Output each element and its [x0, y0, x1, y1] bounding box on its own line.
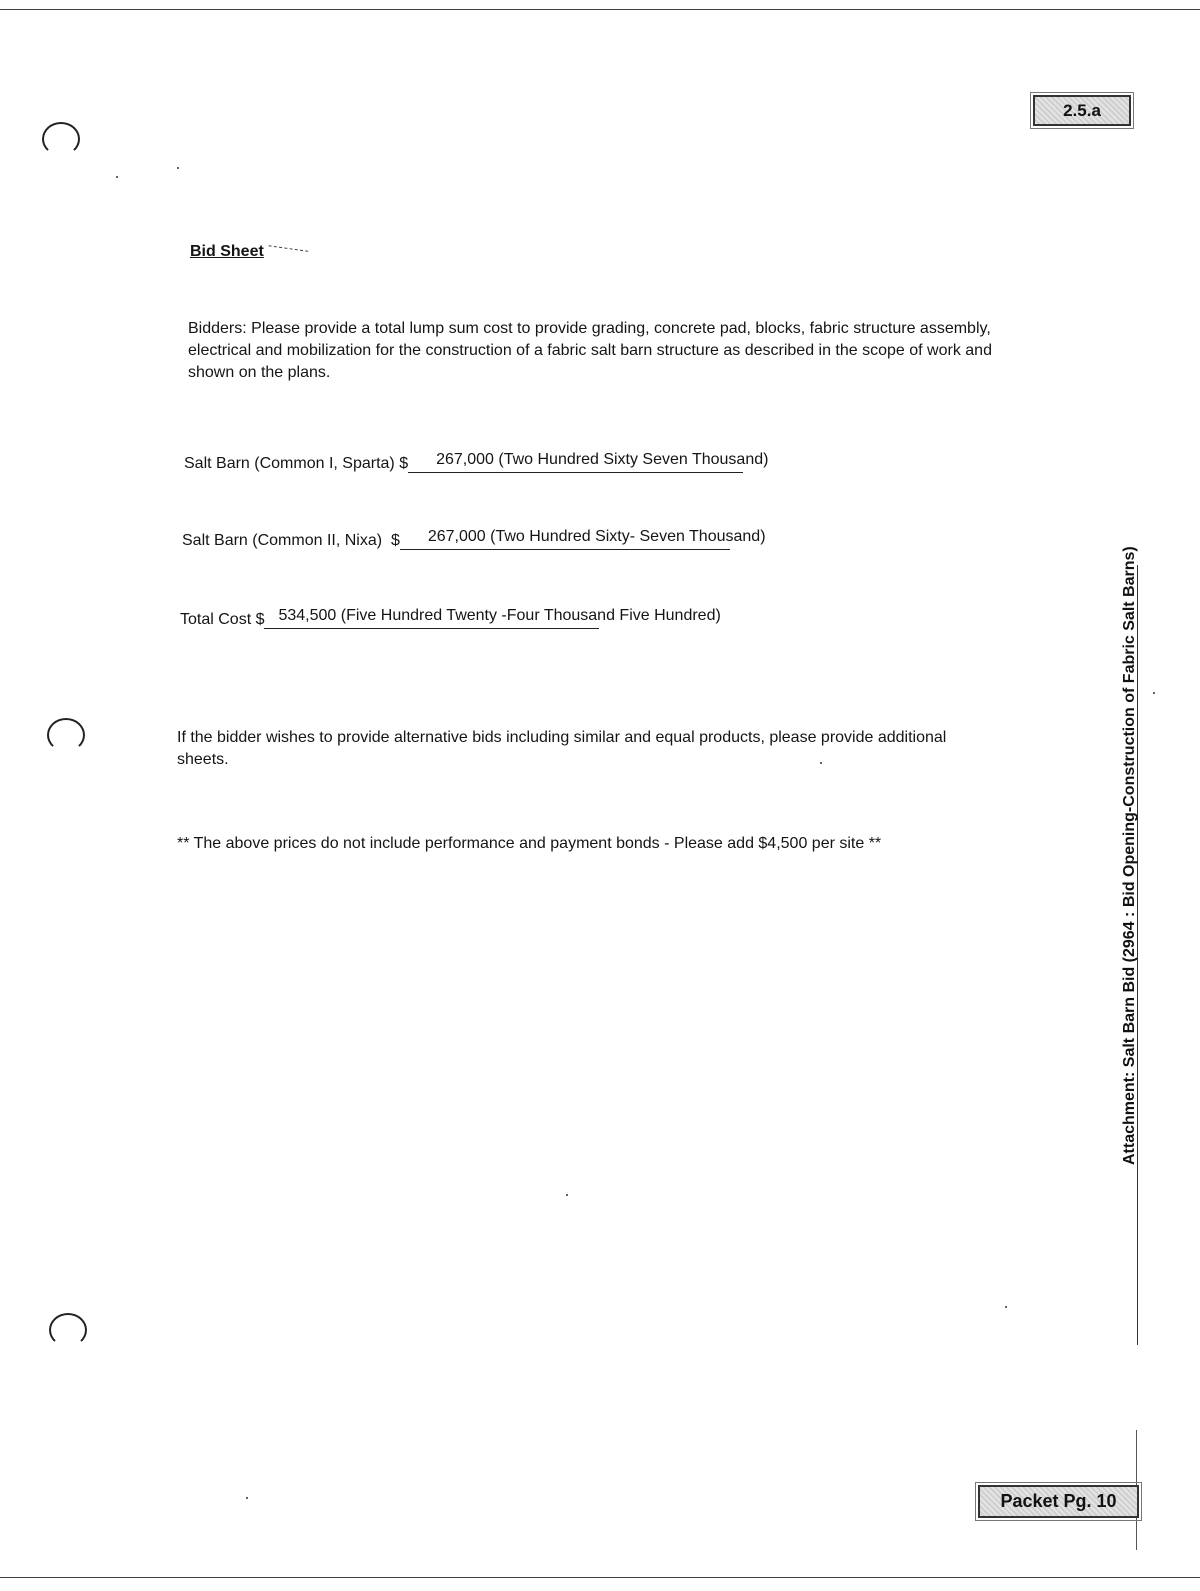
punch-hole-middle [47, 718, 85, 752]
punch-hole-bottom [49, 1313, 87, 1347]
attachment-side-label: Attachment: Salt Barn Bid (2964 : Bid Opening-Construction of Fabric Salt Barns) [1121, 546, 1138, 1165]
bid-line-value: 534,500 (Five Hundred Twenty -Four Thousand Five Hundred) [278, 607, 721, 624]
top-scan-border [0, 9, 1200, 10]
bid-line-fill [400, 527, 766, 550]
bid-line-label: Salt Barn (Common I, Sparta) $ [184, 455, 409, 472]
bid-line-total [180, 606, 721, 629]
scan-speck [566, 1194, 568, 1196]
heading-stray-mark [268, 245, 309, 257]
scan-speck [116, 176, 118, 178]
bid-line-nixa [182, 527, 766, 550]
scan-speck [246, 1497, 248, 1499]
bid-line-label: Total Cost $ [180, 611, 265, 628]
punch-hole-top [42, 122, 80, 156]
bid-line-label: Salt Barn (Common II, Nixa) $ [182, 532, 400, 549]
packet-page-stamp: Packet Pg. 10 [978, 1485, 1139, 1518]
bid-line-value: 267,000 (Two Hundred Sixty- Seven Thousand) [427, 528, 766, 545]
scan-speck [1005, 1306, 1007, 1308]
bid-instructions: Bidders: Please provide a total lump sum cost to provide grading, concrete pad, blocks, fabric structure assembly, electrical and mobilization for the construction of a fabric salt barn structure as described in the scope of work and shown on the plans. [188, 320, 992, 381]
bid-line-fill [264, 606, 721, 629]
scan-speck [820, 762, 822, 764]
bid-line-value: 267,000 (Two Hundred Sixty Seven Thousand) [436, 451, 769, 468]
bottom-scan-border [0, 1577, 1200, 1578]
bonds-note: ** The above prices do not include performance and payment bonds - Please add $4,500 per site ** [177, 835, 882, 852]
page-title: Bid Sheet [190, 243, 264, 260]
scan-speck [177, 167, 179, 169]
scan-speck [1153, 692, 1155, 694]
alternative-bids-note: If the bidder wishes to provide alternative bids including similar and equal products, please provide additional sheets. [177, 729, 947, 768]
bid-line-fill [408, 450, 769, 473]
agenda-item-stamp: 2.5.a [1033, 95, 1131, 126]
bid-line-sparta [184, 450, 769, 473]
